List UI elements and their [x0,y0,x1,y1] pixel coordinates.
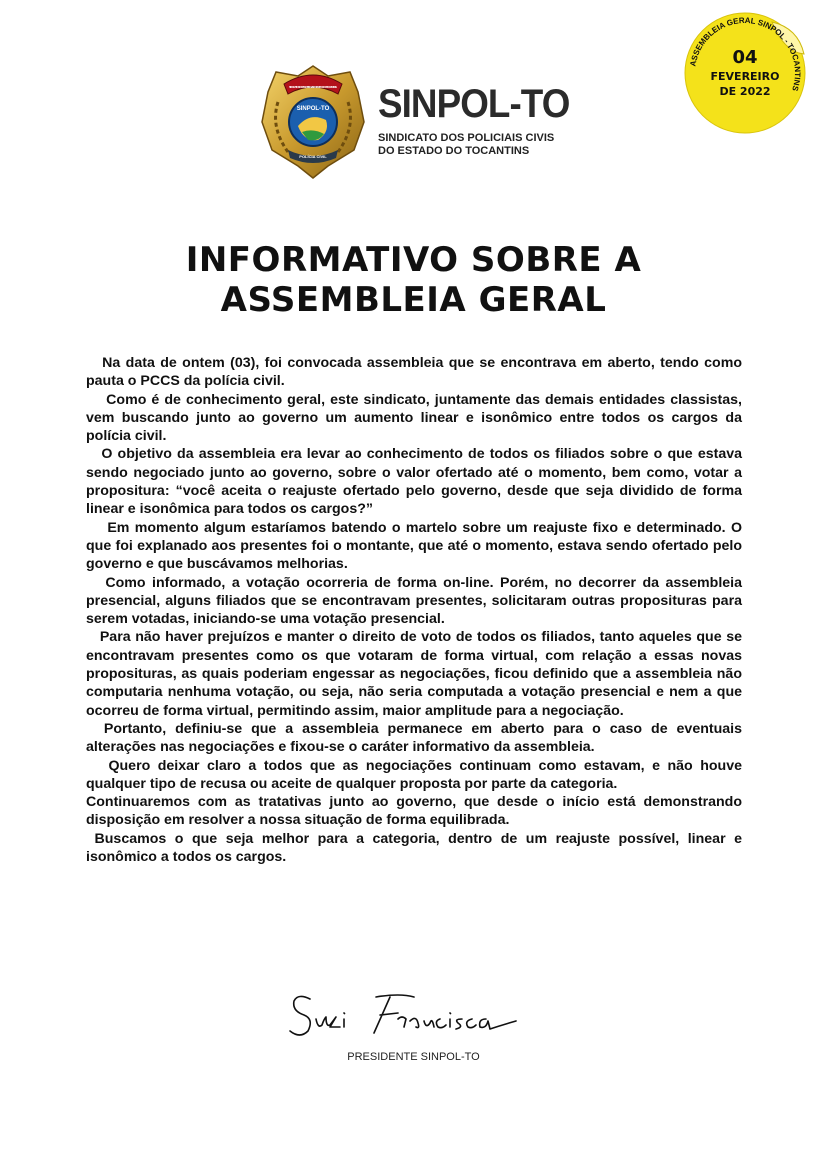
org-full-line-2: DO ESTADO DO TOCANTINS [378,145,530,157]
signature-role: PRESIDENTE SINPOL-TO [347,1051,480,1063]
badge-bottom-text: POLÍCIA CIVIL [299,154,327,159]
document-title [0,240,827,320]
paragraph: Continuaremos com as tratativas junto ao governo, que desde o início está demonstrando disposição em resolver a nossa situação de forma equilibrada. [86,794,742,829]
document-body [86,354,742,866]
paragraph: Na data de ontem (03), foi convocada assembleia que se encontrava em aberto, tendo como pauta o PCCS da polícia civil. [86,355,742,390]
paragraph: Para não haver prejuízos e manter o direito de voto de todos os filiados, tanto aqueles que se encontravam presentes como os que votaram de forma virtual, com relação a essas novas proposituras, as quais poderiam engessar as negociações, ficou definido que a assembleia não computaria nenhuma votação, ou seja, não seria computada a votação presencial e nem a que ocorreu de forma virtual, permitindo assim, maior amplitude para a negociação. [86,629,742,719]
handwritten-signature [280,985,550,1050]
paragraph: Em momento algum estaríamos batendo o martelo sobre um reajuste fixo e determinado. O que foi explanado aos presentes foi o montante, que até o momento, estava sendo ofertado pelo governo e que buscávamos melhorias. [86,519,742,573]
paragraph: O objetivo da assembleia era levar ao conhecimento de todos os filiados sobre o que estava sendo negociado junto ao governo, sobre o valor ofertado até o momento, bem como, votar a propositura: “você aceita o reajuste ofertado pelo governo, desde que seja dividido de forma linear e isonômica para todos os cargos?” [86,446,742,518]
sticker-year: DE 2022 [719,85,771,98]
sticker-day: 04 [732,47,758,68]
title-line-2: ASSEMBLEIA GERAL [220,280,607,320]
sticker-ring-text: ASSEMBLEIA GERAL SINPOL - TOCANTINS [688,15,803,93]
paragraph: Portanto, definiu-se que a assembleia permanece em aberto para o caso de eventuais alterações nas negociações e fixou-se o caráter informativo da assembleia. [86,720,742,756]
org-full-line-1: SINDICATO DOS POLICIAIS CIVIS [378,132,555,144]
paragraph: Como informado, a votação ocorreria de forma on-line. Porém, no decorrer da assembleia presencial, alguns filiados que se encontravam presentes, solicitaram outras proposituras para serem votadas, iniciando-se uma votação presencial. [86,574,742,628]
sticker-month: FEVEREIRO [710,70,780,83]
org-name: SINPOL-TO [378,82,570,126]
paragraph: Buscamos o que seja melhor para a categoria, dentro de um reajuste possível, linear e isonômico a todos os cargos. [86,830,742,866]
paragraph: Como é de conhecimento geral, este sindicato, juntamente das demais entidades classistas, vem buscando junto ao governo um aumento linear e isonômico entre todos os cargos da polícia civil. [86,391,742,445]
badge-top-text: SINDICATO DOS POLICIAIS CIVIS DO ESTADO DO TOCANTINS [289,85,337,89]
paragraph: Quero deixar claro a todos que as negociações continuam como estavam, e não houve qualquer tipo de recusa ou aceite de qualquer proposta por parte da categoria. [86,757,742,792]
title-line-1: INFORMATIVO SOBRE A [185,240,642,280]
org-full-name [378,132,598,158]
date-sticker [680,8,810,138]
org-block [378,82,598,158]
sinpol-badge-logo-icon [258,62,368,182]
badge-center-text: SINPOL-TO [296,106,330,112]
